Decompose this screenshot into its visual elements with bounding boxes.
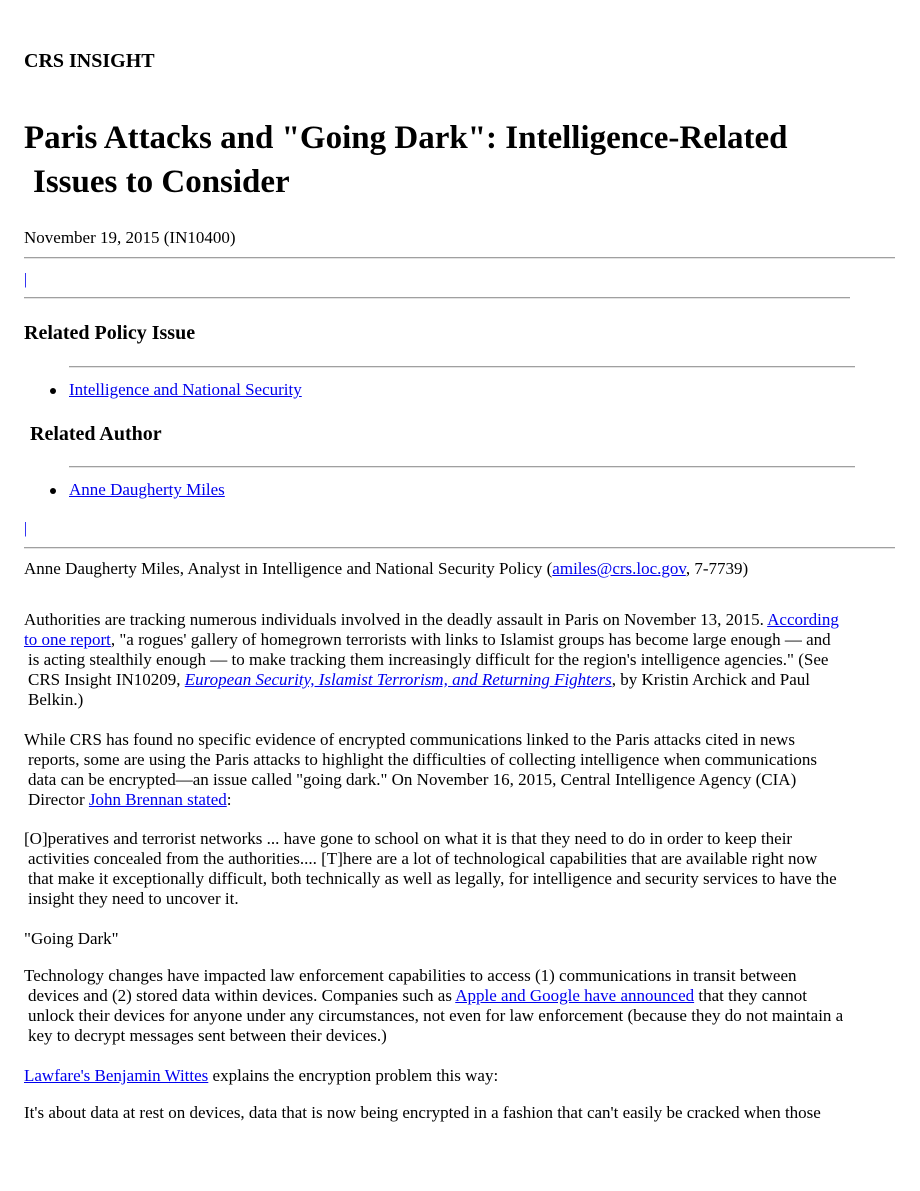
p1-text: Belkin.) <box>28 690 84 709</box>
paragraph-1 <box>24 610 899 710</box>
one-report-link[interactable]: to one report <box>24 630 111 649</box>
paragraph-4 <box>24 1066 899 1086</box>
quote-2 <box>24 1103 899 1123</box>
separator-link-1[interactable]: | <box>24 271 28 288</box>
paragraph-3 <box>24 966 899 1046</box>
quote1-text: [O]peratives and terrorist networks ... have gone to school on what it is that they need to do in order to keep their <box>24 829 793 848</box>
intelligence-national-security-link[interactable]: Intelligence and National Security <box>69 380 302 399</box>
quote1-text: activities concealed from the authorities.... [T]here are a lot of technological capabilities that are available right now <box>28 849 818 868</box>
going-dark-subheading <box>24 929 899 949</box>
p3-text: that they cannot <box>694 986 807 1005</box>
divider-2 <box>24 297 850 299</box>
p3-text: key to decrypt messages sent between their devices.) <box>28 1026 387 1045</box>
author-line <box>24 559 899 579</box>
according-link[interactable]: According <box>767 610 839 629</box>
divider-3 <box>69 366 855 368</box>
brennan-stated-link[interactable]: John Brennan stated <box>88 790 227 809</box>
author-email-link[interactable]: amiles@crs.loc.gov <box>552 559 686 578</box>
p1-text: CRS Insight IN10209, <box>28 670 185 689</box>
paragraph-2 <box>24 730 899 810</box>
divider-4 <box>69 466 855 468</box>
divider-1 <box>24 257 895 259</box>
related-policy-heading: Related Policy Issue <box>24 322 196 344</box>
p4-text: explains the encryption problem this way: <box>208 1066 499 1085</box>
divider-5 <box>24 547 895 549</box>
title-line-1: Paris Attacks and "Going Dark": Intelligence-Related <box>24 120 788 156</box>
related-author-heading: Related Author <box>30 423 162 445</box>
author-line-prefix: Anne Daugherty Miles, Analyst in Intelligence and National Security Policy ( <box>24 559 553 578</box>
p3-text: devices and (2) stored data within devices. Companies such as <box>28 986 456 1005</box>
quote2-text: It's about data at rest on devices, data that is now being encrypted in a fashion that can't easily be cracked when those <box>24 1103 821 1122</box>
page-title <box>24 116 788 204</box>
p1-text: Authorities are tracking numerous individuals involved in the deadly assault in Paris on November 13, 2015. <box>24 610 768 629</box>
p3-text: unlock their devices for anyone under any circumstances, not even for law enforcement (because they do not maintain a <box>28 1006 844 1025</box>
separator-link-2[interactable]: | <box>24 520 28 537</box>
bullet-icon <box>50 388 56 394</box>
p1-text: , "a rogues' gallery of homegrown terrorists with links to Islamist groups has become large enough — and <box>110 630 831 649</box>
p2-text: Director <box>28 790 89 809</box>
lawfare-wittes-link[interactable]: Lawfare's Benjamin Wittes <box>24 1066 209 1085</box>
p1-text: is acting stealthily enough — to make tracking them increasingly difficult for the region's intelligence agencies." (See <box>28 650 829 669</box>
title-line-2: Issues to Consider <box>33 164 290 200</box>
publication-date: November 19, 2015 (IN10400) <box>24 228 236 247</box>
bullet-icon <box>50 488 56 494</box>
related-policy-item <box>69 379 302 401</box>
p1-text: , by Kristin Archick and Paul <box>611 670 810 689</box>
quote1-text: insight they need to uncover it. <box>28 889 239 908</box>
p3-text: Technology changes have impacted law enforcement capabilities to access (1) communications in transit between <box>24 966 797 985</box>
subheading-text: "Going Dark" <box>24 929 119 948</box>
quote-1 <box>24 829 899 909</box>
author-link[interactable]: Anne Daugherty Miles <box>69 480 225 499</box>
quote1-text: that make it exceptionally difficult, both technically as well as legally, for intelligence and security services to have the <box>28 869 837 888</box>
p2-text: reports, some are using the Paris attacks to highlight the difficulties of collecting intelligence when communications <box>28 750 818 769</box>
european-security-link[interactable]: European Security, Islamist Terrorism, and Returning Fighters <box>184 670 612 689</box>
apple-google-link[interactable]: Apple and Google have announced <box>455 986 695 1005</box>
p2-text: While CRS has found no specific evidence of encrypted communications linked to the Paris attacks cited in news <box>24 730 795 749</box>
p2-text: data can be encrypted—an issue called "going dark." On November 16, 2015, Central Intelligence Agency (CIA) <box>28 770 797 789</box>
p2-text: : <box>226 790 232 809</box>
author-line-suffix: , 7-7739) <box>685 559 749 578</box>
crs-insight-label: CRS INSIGHT <box>24 50 155 72</box>
related-author-item <box>69 479 225 501</box>
